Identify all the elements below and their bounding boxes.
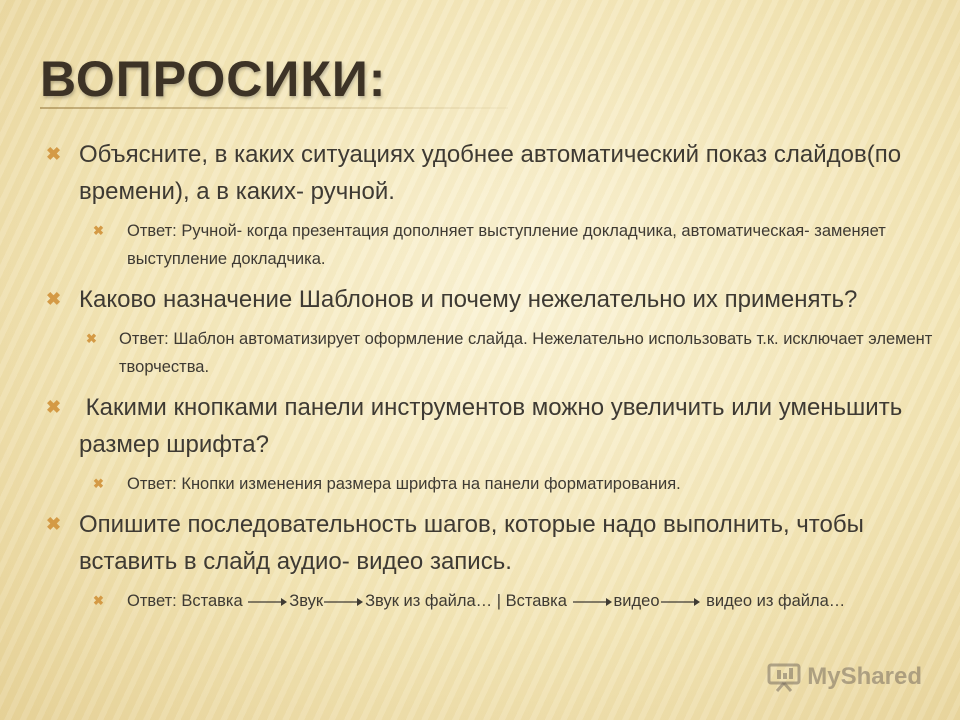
answer-4-part-5: видео из файла… [701,592,846,610]
question-2 [46,281,946,318]
answer-4-part-2: Звук [289,592,324,610]
answer-3 [46,470,946,498]
x-bullet-icon: ✖ [93,593,104,608]
question-4-text: Опишите последовательность шагов, которые надо выполнить, чтобы вставить в слайд аудио- видео запись. [79,511,864,575]
answer-4 [46,587,946,615]
x-bullet-icon: ✖ [46,289,62,309]
slide-title: ВОПРОСИКИ: [40,51,387,107]
question-1 [46,136,946,210]
answer-1 [46,217,946,273]
question-3 [46,389,946,463]
arrow-right-icon [324,597,364,607]
answer-4-part-1: Ответ: Вставка [127,592,248,610]
answer-3-text: Ответ: Кнопки изменения размера шрифта на панели форматирования. [127,475,681,493]
answer-4-part-3: Звук из файла… | Вставка [365,592,572,610]
question-2-text: Каково назначение Шаблонов и почему нежелательно их применять? [79,286,858,313]
question-3-text: Какими кнопками панели инструментов можно увеличить или уменьшить размер шрифта? [79,394,909,458]
title-underline [40,107,508,109]
arrow-right-icon [661,597,701,607]
x-bullet-icon: ✖ [46,397,62,417]
answer-4-part-4: видео [613,592,660,610]
answer-1-text: Ответ: Ручной- когда презентация дополняет выступление докладчика, автоматическая- заменяет выступление докладчика. [127,222,886,268]
question-4 [46,506,946,580]
slide-content [46,136,946,623]
x-bullet-icon: ✖ [93,476,104,491]
arrow-right-icon [248,597,288,607]
projector-screen-icon [767,662,801,692]
x-bullet-icon: ✖ [93,223,104,238]
x-bullet-icon: ✖ [86,331,97,346]
watermark [767,662,922,692]
answer-2 [46,325,946,381]
x-bullet-icon: ✖ [46,514,62,534]
arrow-right-icon [573,597,613,607]
answer-2-text: Ответ: Шаблон автоматизирует оформление слайда. Нежелательно использовать т.к. исключает элемент творчества. [119,330,933,376]
x-bullet-icon: ✖ [46,144,62,164]
watermark-text: MyShared [807,663,922,690]
question-1-text: Объясните, в каких ситуациях удобнее автоматический показ слайдов(по времени), а в каких- ручной. [79,141,902,205]
